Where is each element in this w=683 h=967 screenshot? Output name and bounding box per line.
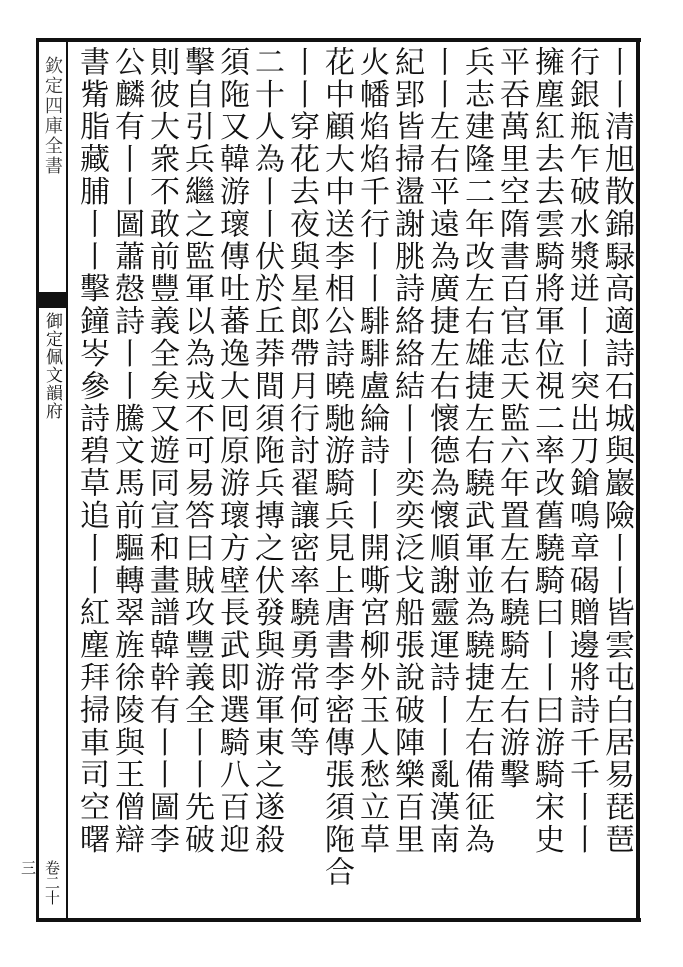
text-column-2: 行銀瓶乍破水漿迸丨丨突出刀鎗鳴章碣贈邊將詩千千丨丨 xyxy=(564,46,599,856)
fold-line xyxy=(66,38,68,922)
text-column-3: 擁塵紅去去雲騎將軍位視二率改舊驍騎曰丨丨曰游騎宋史 xyxy=(529,46,564,856)
text-column-7: 紀郢皆掃盪謝朓詩絡絡結丨丨奕奕泛戈船張說破陣樂百里 xyxy=(389,46,424,856)
margin-collection-title: 欽定四庫全書 xyxy=(42,56,63,176)
top-border xyxy=(37,38,641,42)
text-column-14: 則彼大衆不敢前豐義全矣又遊同宣和畫譜韓幹有丨丨圖李 xyxy=(144,46,179,856)
text-column-13: 擊自引兵繼之監軍以為戎不可易答曰賊攻豐義全丨丨先破 xyxy=(179,46,214,856)
text-column-16: 書觜脂藏脯丨丨擊鐘岑參詩碧草追丨丨紅塵拜掃車司空曙 xyxy=(74,46,109,856)
text-column-10: 丨丨穿花去夜與星郎帶月行討翟讓密率驍勇常何等 xyxy=(284,46,319,759)
text-column-6: 丨丨左右平遠為廣捷左右懷德為懷順謝靈運詩丨丨亂漢南 xyxy=(424,46,459,856)
bottom-border xyxy=(37,918,641,922)
text-column-1: 丨丨清旭散錦騄高適詩石城與巖險丨丨皆雲屯白居易琵琶 xyxy=(599,46,634,856)
text-column-11: 二十人為丨丨伏於丘莽間須陁兵摶之伏發與游軍東之遂殺 xyxy=(249,46,284,856)
text-column-15: 公麟有丨丨圖蕭慤詩丨丨騰文馬前驅轉翠旌徐陵與王僧辯 xyxy=(109,46,144,856)
text-column-4: 平吞萬里空隋書百官志天監六年置左右驍騎左右游擊 xyxy=(494,46,529,792)
text-column-8: 火幡焰焰千行丨丨騑騑盧綸詩丨丨開嘶宮柳外玉人愁立草 xyxy=(354,46,389,856)
text-column-5: 兵志建隆二年改左右雄捷左右驍武軍並為驍捷左右備征為 xyxy=(459,46,494,856)
text-column-9: 花中顧大中送李相公詩曉馳游騎兵見上唐書李密傳張須陁合 xyxy=(319,46,354,889)
margin-book-title: 御定佩文韻府 xyxy=(42,312,62,420)
left-border xyxy=(36,38,39,922)
text-column-12: 須陁又韓游瓌傳吐蕃逸大囘原游瓌方壁長武即選騎八百迎 xyxy=(214,46,249,856)
margin-page-number: 卷二十三 xyxy=(19,860,61,905)
